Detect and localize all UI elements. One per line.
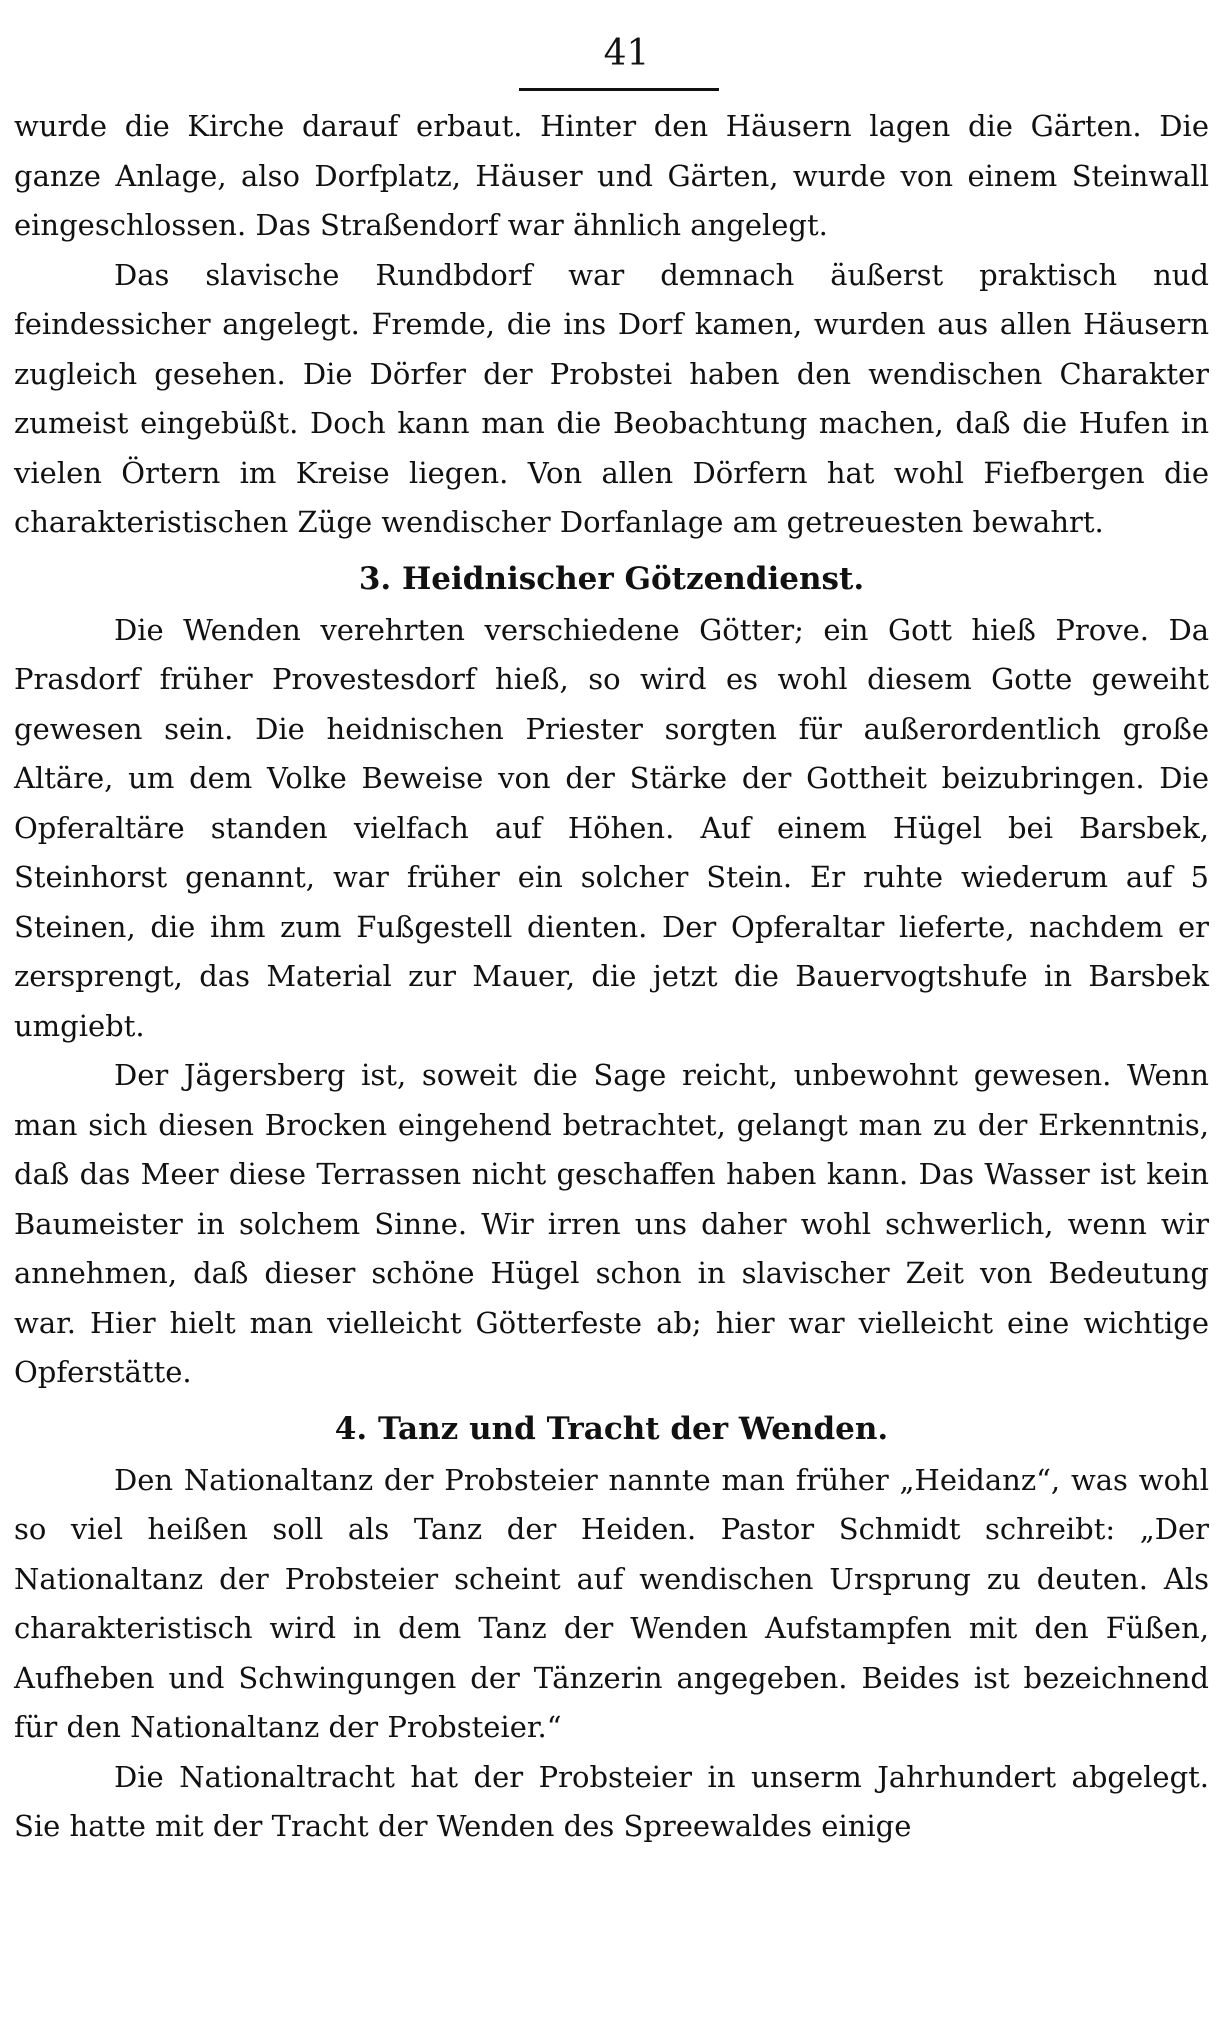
page-number: 41 [603,33,650,74]
body-text [14,102,1209,1852]
page-header [14,30,1209,102]
document-page [14,30,1209,1852]
paragraph-jaegersberg: Der Jägersberg ist, soweit die Sage reicht, unbewohnt gewesen. Wenn man sich diesen Brocken eingehend betrachtet, gelangt man zu der Erkenntnis, daß das Meer diese Terrassen nicht geschaffen haben kann. Das Wasser ist kein Baumeister in solchem Sinne. Wir irren uns daher wohl schwerlich, wenn wir annehmen, daß dieser schöne Hügel schon in slavischer Zeit von Bedeutung war. Hier hielt man vielleicht Götterfeste ab; hier war vielleicht eine wichtige Opferstätte. [14,1058,1209,1389]
section-heading-tanz-tracht: 4. Tanz und Tracht der Wenden. [334,1410,889,1447]
paragraph-continued: wurde die Kirche darauf erbaut. Hinter den Häusern lagen die Gärten. Die ganze Anlage, also Dorfplatz, Häuser und Gärten, wurde von einem Steinwall eingeschlossen. Das Straßendorf war ähnlich angelegt. [14,109,1209,242]
paragraph-rundbdorf: Das slavische Rundbdorf war demnach äußerst praktisch nud feindessicher angelegt. Fremde, die ins Dorf kamen, wurden aus allen Häusern zugleich gesehen. Die Dörfer der Probstei haben den wendischen Charakter zumeist eingebüßt. Doch kann man die Beobachtung machen, daß die Hufen in vielen Örtern im Kreise liegen. Von allen Dörfern hat wohl Fiefbergen die charakteristischen Züge wendischer Dorfanlage am getreuesten bewahrt. [14,257,1209,539]
paragraph-goetter: Die Wenden verehrten verschiedene Götter; ein Gott hieß Prove. Da Prasdorf früher Provestesdorf hieß, so wird es wohl diesem Gotte geweiht gewesen sein. Die heidnischen Priester sorgten für außerordentlich große Altäre, um dem Volke Beweise von der Stärke der Gottheit beizubringen. Die Opferaltäre standen vielfach auf Höhen. Auf einem Hügel bei Barsbek, Steinhorst genannt, war früher ein solcher Stein. Er ruhte wiederum auf 5 Steinen, die ihm zum Fußgestell dienten. Der Opferaltar lieferte, nachdem er zersprengt, das Material zur Mauer, die jetzt die Bauervogtshufe in Barsbek umgiebt. [14,612,1209,1043]
section-heading-goetzendienst: 3. Heidnischer Götzendienst. [358,560,865,597]
paragraph-nationaltracht: Die Nationaltracht hat der Probsteier in unserm Jahrhundert abgelegt. Sie hatte mit der Tracht der Wenden des Spreewaldes einige [14,1759,1209,1843]
header-rule [519,88,719,91]
paragraph-nationaltanz: Den Nationaltanz der Probsteier nannte man früher „Heidanz“, was wohl so viel heißen soll als Tanz der Heiden. Pastor Schmidt schreibt: „Der Nationaltanz der Probsteier scheint auf wendischen Ursprung zu deuten. Als charakteristisch wird in dem Tanz der Wenden Aufstampfen mit den Füßen, Aufheben und Schwingungen der Tänzerin angegeben. Beides ist bezeichnend für den Nationaltanz der Probsteier.“ [14,1462,1209,1744]
